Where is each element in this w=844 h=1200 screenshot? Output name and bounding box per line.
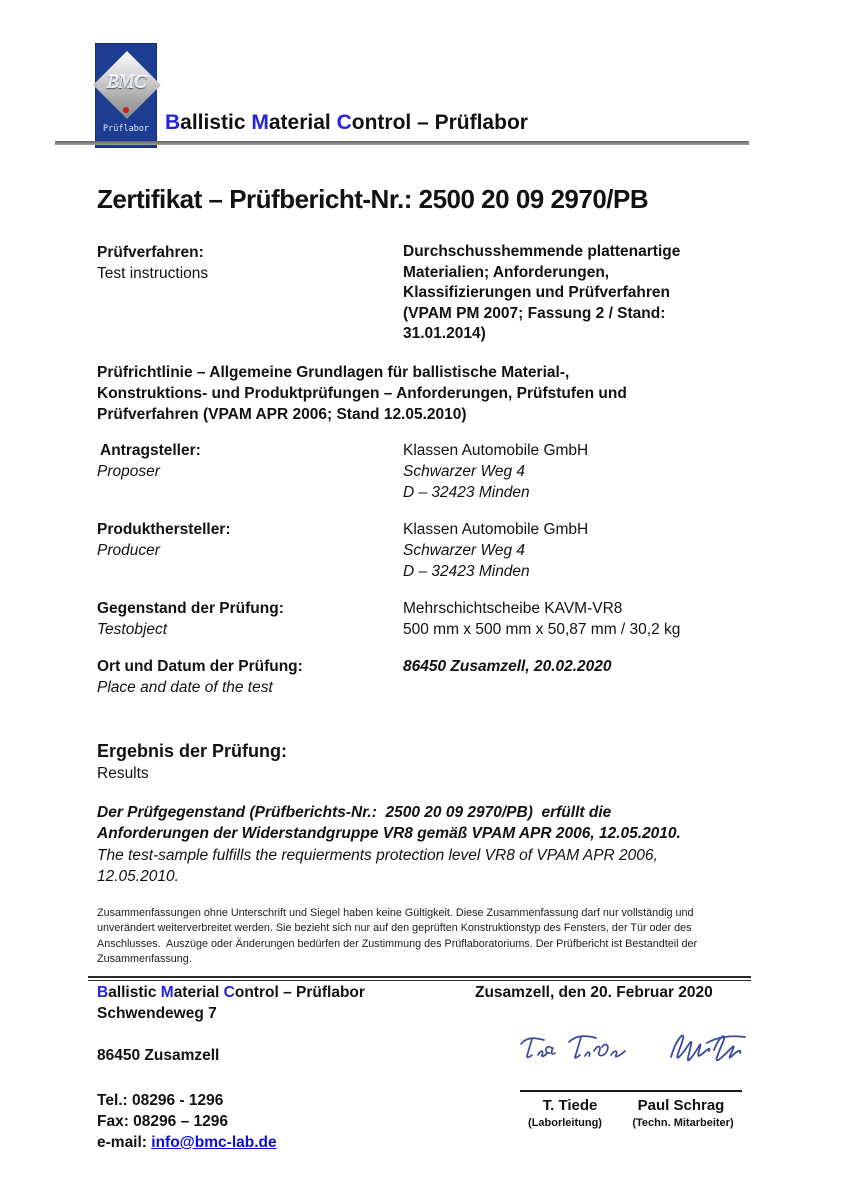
result-statement-en-line: The test-sample fulfills the requierments protection level VR8 of VPAM APR 2006, [97,846,658,864]
pruefverfahren-value-line: Durchschusshemmende plattenartige [403,243,681,260]
brand-seg3: ontrol – Prüflabor [351,111,528,134]
pruefrichtlinie-line: Konstruktions- und Produktprüfungen – Anforderungen, Prüfstufen und [97,384,627,402]
results-subheading: Results [97,764,149,782]
antragsteller-city: D – 32423 Minden [403,483,530,501]
signer-name: Paul Schrag [637,1097,725,1114]
brand-letter-m: M [251,111,269,134]
logo-red-dot-icon [123,107,129,113]
footer-city: 86450 Zusamzell [97,1047,220,1064]
footer-date: Zusamzell, den 20. Februar 2020 [475,984,713,1001]
footer [97,982,753,1153]
brand-seg3: ontrol – Prüflabor [234,984,365,1001]
brand-letter-b: B [97,984,109,1001]
results-heading-block [97,739,753,784]
produkthersteller-sublabel: Producer [97,541,160,559]
gegenstand-value-line: Mehrschichtscheibe KAVM-VR8 [403,599,623,617]
signatures [517,1022,753,1074]
brand-letter-b: B [165,111,181,134]
pruefrichtlinie-line: Prüfrichtlinie – Allgemeine Grundlagen für ballistische Material-, [97,363,570,381]
brand-seg1: allistic [180,111,252,134]
logo-subtext: Prüflabor [102,124,150,134]
signer-role: (Laborleitung) [528,1117,602,1129]
antragsteller-sublabel: Proposer [97,462,160,480]
brand-letter-c: C [336,111,352,134]
produkthersteller-name: Klassen Automobile GmbH [403,520,589,538]
ort-datum-sublabel: Place and date of the test [97,678,273,696]
antragsteller-label: Antragsteller: [100,441,201,459]
signer-name: T. Tiede [542,1097,598,1114]
brand-seg2: aterial [268,111,337,134]
produkthersteller-city: D – 32423 Minden [403,562,530,580]
header-divider [55,141,749,145]
footer-lab-address [97,982,475,1153]
pruefverfahren-value-line: 31.01.2014) [403,325,486,342]
result-statement-de-line: Der Prüfgegenstand (Prüfberichts-Nr.: 2500 20 09 2970/PB) erfüllt die [97,803,612,821]
pruefverfahren-value-line: Klassifizierungen und Prüfverfahren [403,284,670,301]
row-produkthersteller [97,519,753,582]
pruefverfahren-sublabel: Test instructions [97,265,209,282]
antragsteller-street: Schwarzer Weg 4 [403,462,526,480]
pruefverfahren-label: Prüfverfahren: [97,244,204,261]
brand-seg2: aterial [173,984,224,1001]
footer-signature-block [475,982,753,1153]
footer-divider [88,976,751,981]
footer-tel: Tel.: 08296 - 1296 [97,1092,224,1109]
footer-brand-title [97,982,475,1003]
certificate-title: Zertifikat – Prüfbericht-Nr.: 2500 20 09 2970/PB [97,184,649,214]
pruefverfahren-value-line: (VPAM PM 2007; Fassung 2 / Stand: [403,304,666,322]
footer-fax: Fax: 08296 – 1296 [97,1113,228,1130]
signer-names [520,1097,742,1114]
ort-datum-value: 86450 Zusamzell, 20.02.2020 [403,657,612,675]
antragsteller-name: Klassen Automobile GmbH [403,441,589,459]
result-statement [97,802,753,888]
pruefverfahren-value-line: Materialien; Anforderungen, [403,263,610,281]
signature-t-tiede-icon [517,1026,635,1070]
row-gegenstand [97,598,753,640]
signer-roles [513,1117,749,1129]
brand-letter-m: M [160,984,174,1001]
signer-role: (Techn. Mitarbeiter) [632,1117,734,1129]
row-ort-datum [97,656,753,698]
row-antragsteller [97,440,753,503]
gegenstand-label: Gegenstand der Prüfung: [97,599,284,617]
results-heading: Ergebnis der Prüfung: [97,740,288,761]
result-statement-de-line: Anforderungen der Widerstandgruppe VR8 gemäß VPAM APR 2006, 12.05.2010. [97,825,681,842]
ort-datum-label: Ort und Datum der Prüfung: [97,657,303,675]
header-brand-title [165,111,528,135]
pruefrichtlinie-line: Prüfverfahren (VPAM APR 2006; Stand 12.05.2010) [97,405,467,423]
bmc-logo [95,43,157,148]
produkthersteller-label: Produkthersteller: [97,520,231,538]
logo-bmc-text: BMC [106,72,146,93]
produkthersteller-street: Schwarzer Weg 4 [403,541,526,559]
gegenstand-sublabel: Testobject [97,620,168,638]
disclaimer-text: Zusammenfassungen ohne Unterschrift und Siegel haben keine Gültigkeit. Diese Zusammenfassung darf nur vollständig und unverändert weiterverbreitet werden. Sie bezieht sich nur auf den geprüften Konstruktionstyp des Fensters, der Tür oder des Anschlusses. Auszüge oder Änderungen bedürfen der Zustimmung des Prüflaboratoriums. Der Prüfbericht ist Bestandteil der Zusammenfassung. [97,906,701,965]
signature-line [520,1090,742,1092]
footer-email-label: e-mail: [97,1134,152,1151]
row-pruefverfahren [97,242,753,345]
gegenstand-value-line: 500 mm x 500 mm x 50,87 mm / 30,2 kg [403,620,681,638]
brand-seg1: allistic [108,984,161,1001]
footer-street: Schwendeweg 7 [97,1005,217,1022]
signature-paul-schrag-icon [661,1023,753,1073]
result-statement-en-line: 12.05.2010. [97,868,179,885]
footer-email-line [97,1132,475,1153]
brand-letter-c: C [223,984,235,1001]
footer-email-link[interactable]: info@bmc-lab.de [151,1134,277,1151]
pruefrichtlinie-paragraph [97,362,753,425]
certificate-body [97,184,753,968]
